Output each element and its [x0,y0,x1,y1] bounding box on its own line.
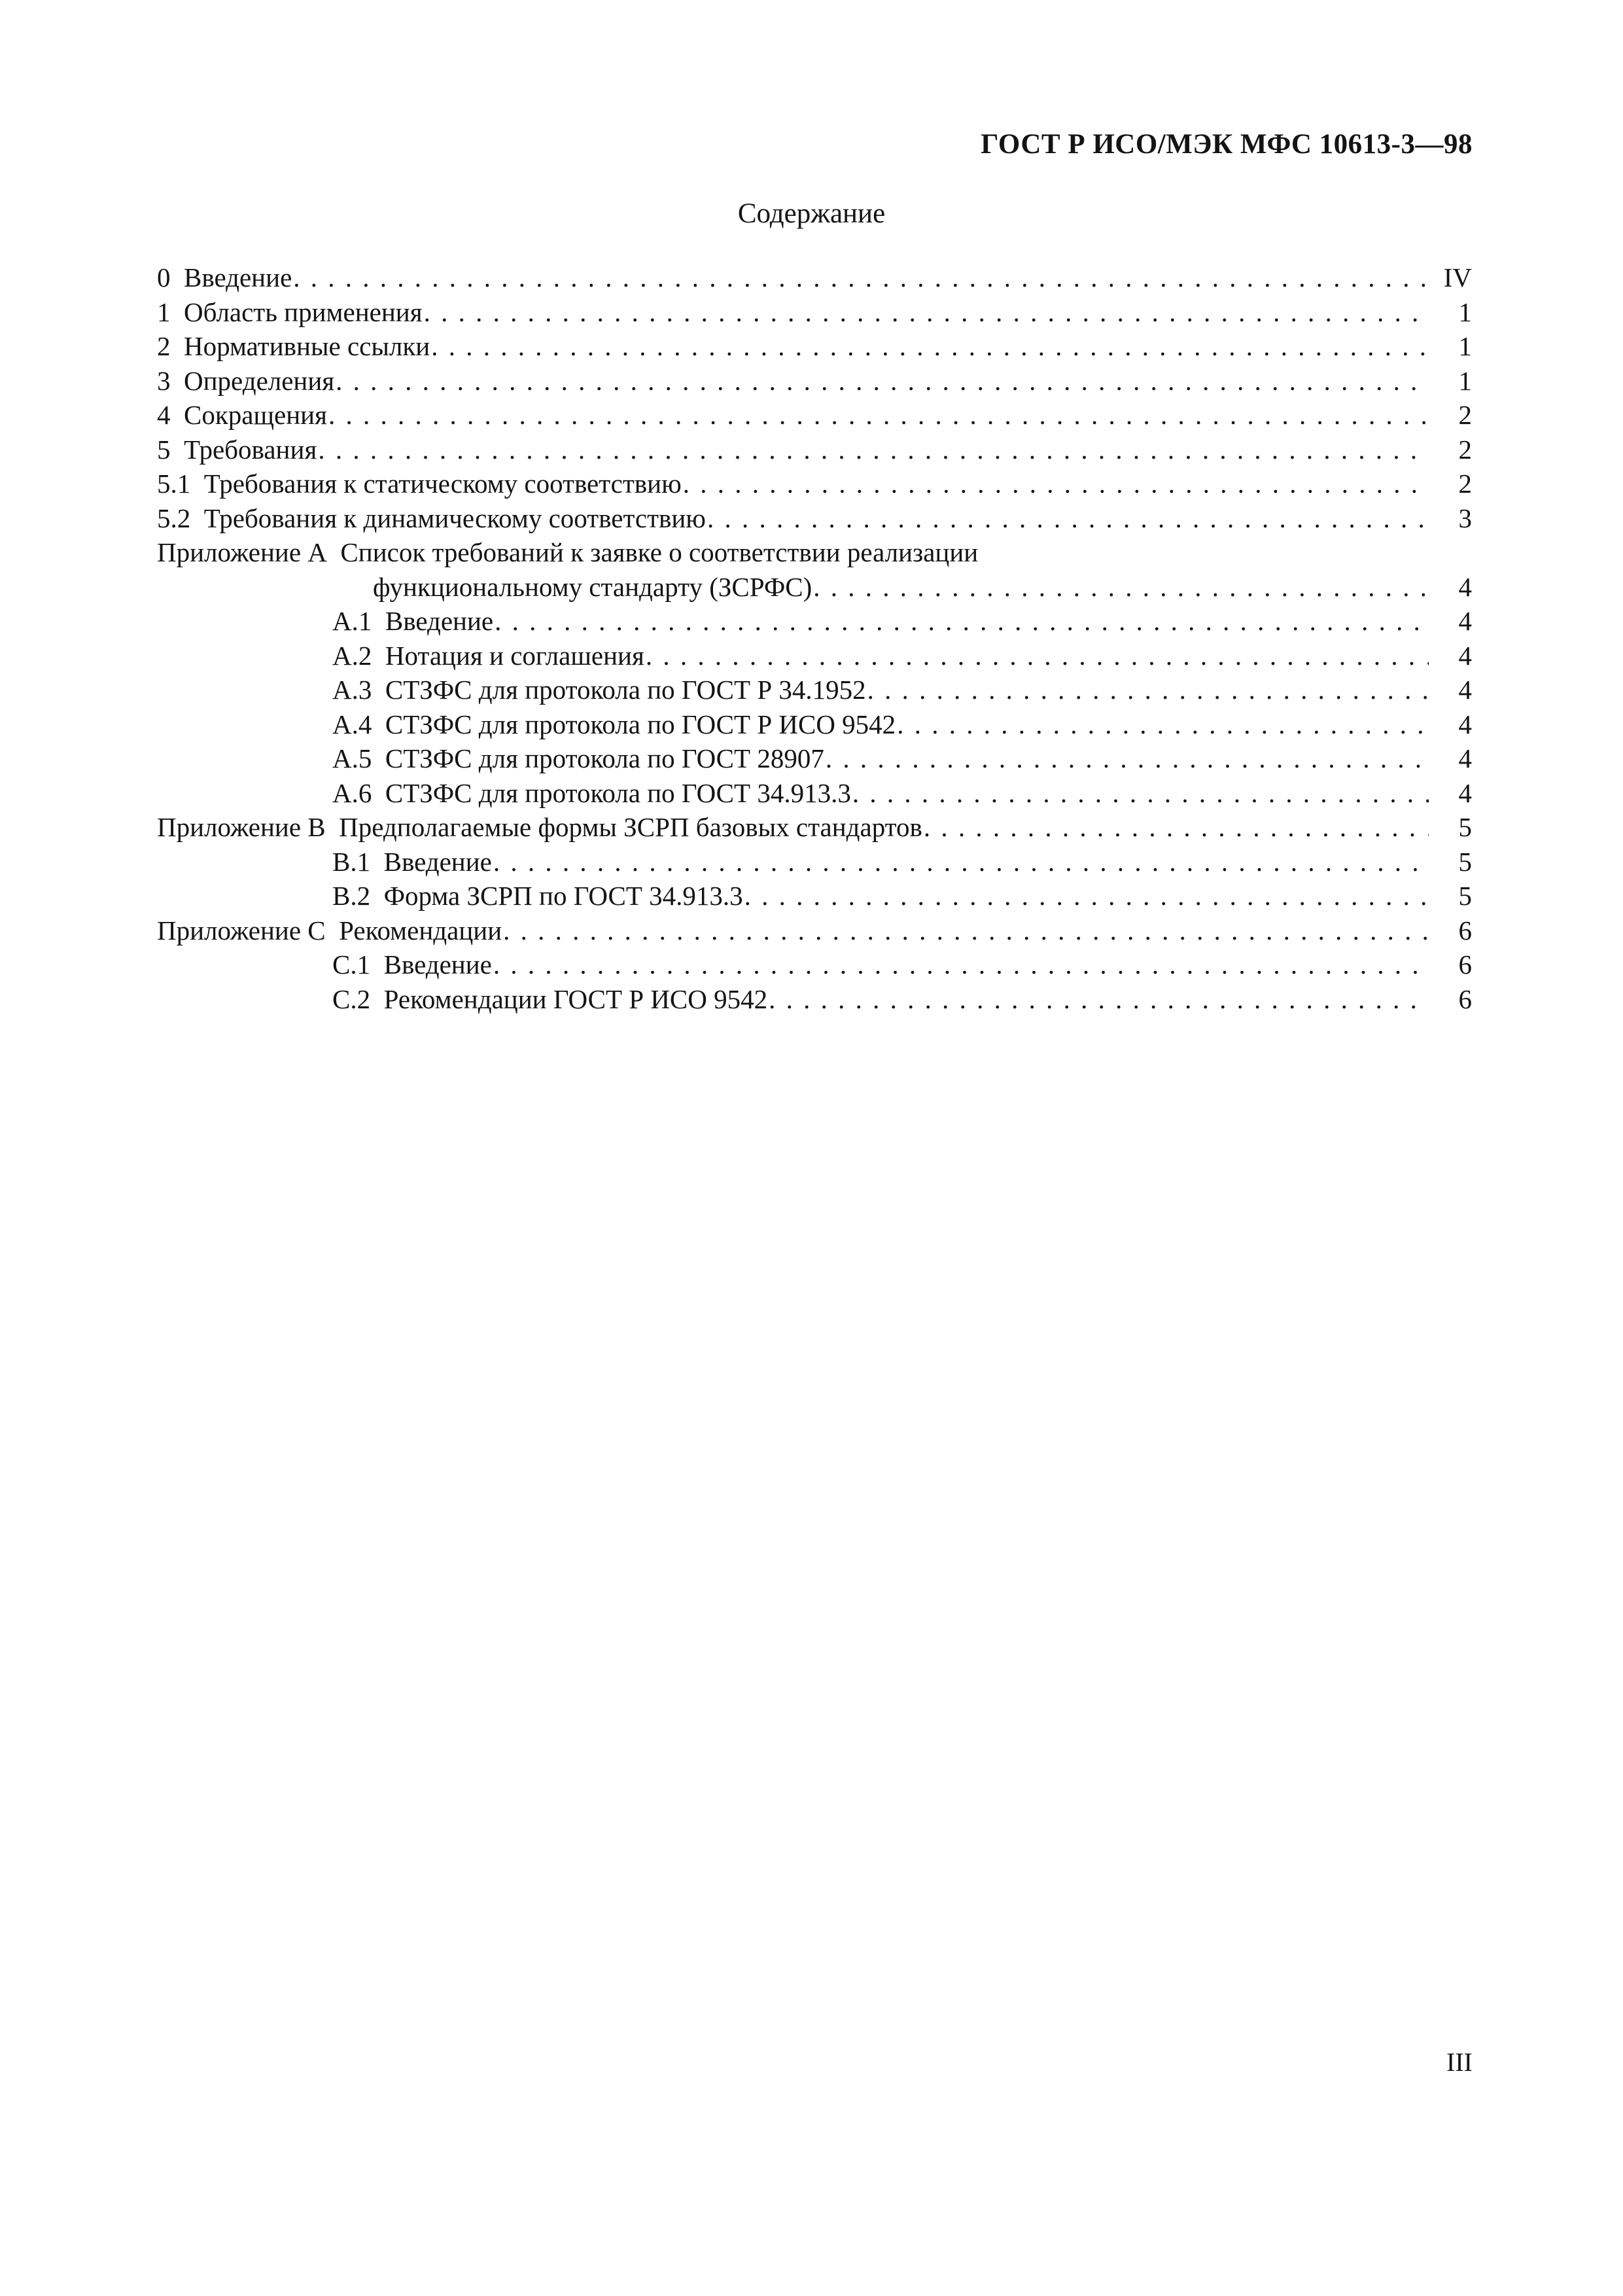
toc-entry-text: Список требований к заявке о соответствии реализации [340,537,979,567]
toc-dot-leader [769,982,1429,1017]
toc-entry-page: 4 [1458,606,1472,636]
toc-entry[interactable] [157,673,1472,707]
toc-entry-page: 6 [1458,949,1472,980]
toc-dot-leader [852,776,1429,811]
toc-entry-number: А.6 [332,777,372,808]
toc-entry-page: 1 [1458,331,1472,361]
toc-entry-label [332,845,492,879]
toc-entry[interactable] [157,329,1472,364]
toc-entry[interactable] [157,845,1472,879]
toc-entry-text: Определения [184,365,335,396]
toc-entry-label [332,639,644,673]
toc-entry-label [332,982,767,1017]
toc-entry-page: 4 [1458,675,1472,705]
toc-entry-number: Приложение А [157,537,327,567]
toc-entry-page: 4 [1458,709,1472,739]
toc-dot-leader [813,570,1429,605]
toc-entry-label [157,260,292,295]
toc-entry-number: А.2 [332,640,372,671]
toc-entry-text: Требования к динамическому соответствию [203,503,706,533]
toc-dot-leader [424,295,1429,330]
toc-entry-text: Нотация и соглашения [385,640,644,671]
toc-entry-number: С.2 [332,983,371,1014]
toc-entry-text: Область применения [184,296,423,327]
toc-entry[interactable] [157,947,1472,982]
toc-entry-label [157,501,706,536]
toc-entry-number: Приложение В [157,812,326,842]
toc-entry-text: Введение [383,846,492,877]
toc-entry-page: 5 [1458,846,1472,877]
toc-entry-text: СТЗФС для протокола по ГОСТ 34.913.3 [385,777,851,808]
toc-entry-label [332,947,492,982]
toc-entry[interactable] [157,639,1472,673]
toc-entry-text: Рекомендации ГОСТ Р ИСО 9542 [383,983,768,1014]
toc-dot-leader [707,501,1429,536]
toc-entry-label [157,329,430,364]
toc-entry[interactable] [157,741,1472,776]
toc-entry[interactable] [157,879,1472,913]
toc-dot-leader [318,433,1429,467]
toc-dot-leader [293,260,1429,295]
toc-entry[interactable] [157,535,1472,570]
toc-entry-number: В.2 [332,881,371,911]
toc-entry-label [373,570,812,605]
toc-entry-text: Предполагаемые формы ЗСРП базовых стандартов [339,812,922,842]
toc-entry[interactable] [157,433,1472,467]
toc-entry-label [332,707,896,742]
toc-entry-text: СТЗФС для протокола по ГОСТ Р 34.1952 [385,675,866,705]
toc-entry[interactable] [157,260,1472,295]
toc-entry[interactable] [157,982,1472,1017]
toc-entry-text: функциональному стандарту (ЗСРФС) [373,571,812,602]
toc-entry-text: Требования к статическому соответствию [203,468,682,499]
toc-entry-text: СТЗФС для протокола по ГОСТ 28907 [385,743,824,773]
toc-entry-number: В.1 [332,846,371,877]
toc-dot-leader [744,879,1429,913]
toc-entry-label [157,364,334,398]
toc-entry-page: 2 [1458,434,1472,465]
toc-entry-number: 1 [157,296,171,327]
toc-entry-label [157,913,502,948]
document-code: ГОСТ Р ИСО/МЭК МФС 10613-3—98 [981,129,1473,160]
toc-entry-page: 1 [1458,296,1472,327]
toc-entry-text: Сокращения [184,400,327,430]
toc-entry-text: Нормативные ссылки [184,331,430,361]
toc-dot-leader [336,364,1429,398]
toc-dot-leader [328,398,1429,433]
toc-entry-text: Введение [385,606,494,636]
toc-entry-number: 5.1 [157,468,191,499]
toc-entry-number: 5.2 [157,503,191,533]
toc-entry-number: А.4 [332,709,372,739]
toc-entry-label [157,810,922,845]
toc-entry-number: А.5 [332,743,372,773]
toc-entry-label [157,398,327,433]
toc-entry-label [157,433,317,467]
toc-entry-label [157,535,978,570]
toc-entry-label [332,673,866,707]
toc-entry-page: 6 [1458,915,1472,945]
toc-dot-leader [431,329,1429,364]
toc-entry-label [332,741,824,776]
toc-entry-number: 3 [157,365,171,396]
toc-entry-page: 4 [1458,571,1472,602]
table-of-contents [157,260,1472,1016]
toc-entry-number: 4 [157,400,171,430]
toc-entry-label [332,879,743,913]
toc-dot-leader [493,845,1429,879]
toc-entry-label [332,776,851,811]
toc-entry-number: А.3 [332,675,372,705]
toc-title: Содержание [737,198,886,229]
toc-entry[interactable] [157,776,1472,811]
toc-entry[interactable] [157,707,1472,742]
toc-dot-leader [924,810,1429,845]
toc-entry-text: Рекомендации [339,915,502,945]
toc-entry-page: 4 [1458,640,1472,671]
toc-entry-text: Форма ЗСРП по ГОСТ 34.913.3 [383,881,743,911]
toc-entry-number: С.1 [332,949,371,980]
toc-entry[interactable] [157,913,1472,948]
toc-entry-page: 5 [1458,881,1472,911]
toc-entry-number: 0 [157,262,171,292]
toc-dot-leader [493,947,1429,982]
toc-entry-text: СТЗФС для протокола по ГОСТ Р ИСО 9542 [385,709,896,739]
toc-entry[interactable] [157,570,1472,605]
toc-dot-leader [867,673,1429,707]
toc-entry-text: Введение [383,949,492,980]
toc-entry-page: 3 [1458,503,1472,533]
toc-entry[interactable] [157,810,1472,845]
toc-entry-page: 2 [1458,468,1472,499]
toc-entry-text: Введение [184,262,292,292]
toc-entry-page: 6 [1458,983,1472,1014]
toc-entry[interactable] [157,604,1472,639]
toc-entry-number: 5 [157,434,171,465]
toc-entry-label [157,295,423,330]
toc-entry[interactable] [157,295,1472,330]
toc-entry-page: 1 [1458,365,1472,396]
toc-entry-page: IV [1443,262,1472,292]
toc-entry-label [332,604,493,639]
toc-entry-label [157,467,682,501]
toc-entry[interactable] [157,501,1472,536]
toc-dot-leader [503,913,1429,948]
toc-dot-leader [897,707,1429,742]
toc-entry-number: Приложение С [157,915,326,945]
toc-entry-number: 2 [157,331,171,361]
toc-entry[interactable] [157,467,1472,501]
toc-dot-leader [683,467,1429,501]
toc-entry-page: 5 [1458,812,1472,842]
page-number: III [1446,2047,1473,2077]
toc-entry-page: 4 [1458,777,1472,808]
toc-dot-leader [495,604,1429,639]
toc-entry-text: Требования [184,434,317,465]
toc-entry-number: А.1 [332,606,372,636]
toc-dot-leader [646,639,1429,673]
toc-entry[interactable] [157,364,1472,398]
toc-dot-leader [826,741,1429,776]
toc-entry[interactable] [157,398,1472,433]
toc-entry-page: 2 [1458,400,1472,430]
toc-entry-page: 4 [1458,743,1472,773]
